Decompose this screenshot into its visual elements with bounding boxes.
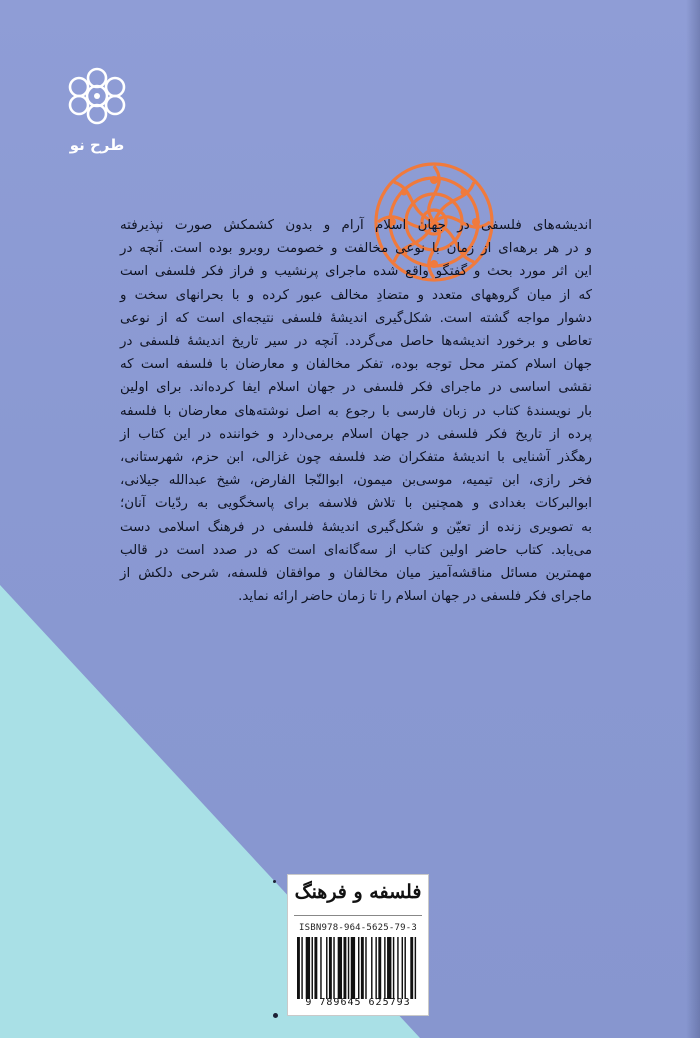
barcode-bar [415, 937, 416, 999]
decorative-dot [273, 880, 276, 883]
barcode-bar [410, 937, 413, 999]
blurb-line: نقشی اساسی در ماجرای فکر فلسفی در جهان اسلام ایفا کرده‌اند. برای اولین [120, 380, 592, 396]
blurb-line: جهان اسلام کمتر محل توجه بوده، تفکر مخالفان و معارضان با فلسفه است که [120, 357, 592, 373]
blurb-line: که از میان گروههای متعدد و متضادِ مخالف عبور کرده و با بحرانهای سخت و [120, 287, 592, 303]
blurb-line: ابوالبرکات بغدادی و همچنین با تلاش فلاسفه برای پاسخگویی به ردّیات آنان؛ [120, 496, 592, 512]
publisher-logo-icon [66, 66, 128, 166]
blurb-line: مهمترین مسائل مناقشه‌آمیز میان مخالفان و موافقان فلسفه، شرحی دلکش از [120, 566, 592, 582]
blurb-line: این اثر مورد بحث و گفتگو واقع شده ماجرای پرنشیب و فراز فکر فلسفی است [120, 264, 592, 280]
barcode-bar [326, 937, 327, 999]
blurb-line: ماجرای فکر فلسفی در جهان اسلام را تا زمان حاضر ارائه نماید. [238, 589, 592, 605]
barcode-label [287, 874, 429, 1016]
barcode-bar [333, 937, 334, 999]
blurb-line: و در هر برهه‌ای از زمان با نوعی مخالفت و خصومت روبرو بوده است. آنچه در [120, 241, 592, 257]
barcode-bar [371, 937, 372, 999]
publisher-logo-text: طرح نو [69, 136, 125, 154]
barcode-bar [343, 937, 346, 999]
barcode-bar [365, 937, 366, 999]
barcode-bar [301, 937, 302, 999]
barcode-bar [329, 937, 332, 999]
cover-edge-shadow [686, 0, 700, 1038]
barcode-bar [404, 937, 405, 999]
decorative-dot [273, 1013, 278, 1018]
barcode-bar [338, 937, 342, 999]
barcode-bar [397, 937, 398, 999]
blurb-line: اندیشه‌های فلسفی در جهان اسلام آرام و بدون کشمکش صورت نپذیرفته [120, 218, 592, 233]
isbn-text: ISBN978-964-5625-79-3 [299, 923, 417, 933]
blurb-line: رهگذر آشنایی با اندیشهٔ متفکران ضد فلسفه چون غزالی، ابن حزم، شهرستانی، [120, 450, 592, 466]
barcode-bar [387, 937, 391, 999]
label-divider [294, 915, 422, 916]
barcode-bar [320, 937, 321, 999]
barcode-bar [384, 937, 385, 999]
barcode-bar [402, 937, 403, 999]
blurb-line: پرده از تاریخ فکر فلسفی در جهان اسلام برمی‌دارد و خواننده در این کتاب از [120, 426, 592, 442]
blurb-line: فخر رازی، ابن تیمیه، موسی‌بن میمون، ابوالنّجا الفارض، شیخ عبدالله جیلانی، [120, 473, 592, 489]
barcode-bar [312, 937, 313, 999]
barcode-bar [351, 937, 355, 999]
barcode-number: 9 789645 625793 [305, 997, 411, 1008]
back-cover-blurb [120, 214, 592, 608]
blurb-line: بار نویسندهٔ کتاب در زبان فارسی با رجوع به اصل نوشته‌های معارضان با فلسفه [120, 403, 592, 419]
barcode-bar [314, 937, 317, 999]
barcode-bar [306, 937, 310, 999]
barcode-bar [297, 937, 300, 999]
blurb-line: می‌یابد. کتاب حاضر اولین کتاب از سه‌گانه‌ای است که در صدد است در قالب [120, 542, 592, 558]
blurb-line: دشوار مواجه گشته است. شکل‌گیری اندیشهٔ فلسفی نتیجه‌ای است که از نوعی [120, 310, 592, 326]
blurb-line: تعاطی و برخورد اندیشه‌ها حاصل می‌گردد. آنچه در سیر تاریخ اندیشهٔ فلسفی در [120, 334, 592, 350]
barcode-bar [393, 937, 394, 999]
barcode-bar [348, 937, 349, 999]
blurb-line: به تصویری زنده از تعیّن و شکل‌گیری اندیشهٔ فلسفی در فرهنگ اسلامی دست [120, 519, 592, 535]
barcode-bar [375, 937, 376, 999]
barcode-bar [378, 937, 381, 999]
series-title: فلسفه و فرهنگ [294, 881, 422, 903]
barcode-icon [297, 937, 419, 999]
barcode-bar [361, 937, 364, 999]
barcode-bar [358, 937, 359, 999]
